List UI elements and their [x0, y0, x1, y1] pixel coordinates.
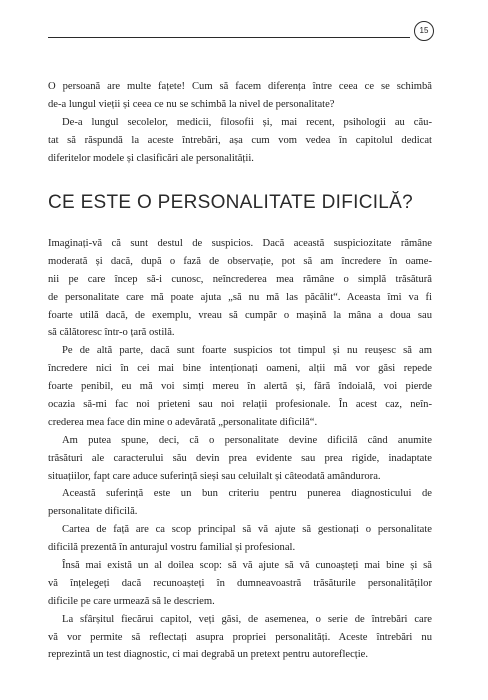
text-line: vă vor permite să reflectați asupra propriei personalități. Aceste întrebări nu — [48, 631, 432, 643]
text-line: O persoană are multe fațete! Cum să facem diferența între ceea ce se schimbă — [48, 81, 432, 92]
text-line: nii pe care încep să-i cunosc, neîncrederea mea rămâne o simplă trăsătură — [48, 273, 432, 285]
paragraph — [48, 235, 432, 342]
section-heading: CE ESTE O PERSONALITATE DIFICILĂ? — [48, 192, 413, 213]
text-line: dificilă prezentă în anturajul vostru familial și profesional. — [48, 542, 296, 554]
text-line: personalitate dificilă. — [48, 506, 138, 518]
text-line: trăsături ale caracterului său devin prea evidente sau prea rigide, inadaptate — [48, 452, 432, 464]
text-line: dificile pe care urmează să le descriem. — [48, 595, 215, 607]
text-line: crederea mea face din mine o adevărată „personalitate dificilă“. — [48, 416, 318, 428]
paragraph — [48, 432, 432, 486]
text-line: reprezintă un test diagnostic, ci mai degrabă un pretext pentru autoreflecție. — [48, 649, 369, 661]
text-line: situațiilor, fapt care aduce suferință sieși sau celuilalt și câteodată amândurora. — [48, 470, 381, 482]
text-line: Imaginați-vă că sunt destul de suspicios. Dacă această suspiciozitate rămâne — [48, 238, 432, 249]
body-text — [48, 235, 432, 664]
text-line: de-a lungul vieții și ceea ce nu se schimbă la nivel de personalitate? — [48, 98, 335, 110]
text-line: Cartea de față are ca scop principal să vă ajute să gestionați o personalitate — [62, 524, 432, 536]
paragraph — [48, 78, 432, 114]
text-line: de personalitate care mă poate ajuta „să nu mă las păcălit“. Aceasta îmi va fi — [48, 291, 432, 303]
text-line: Pe de altă parte, dacă sunt foarte suspicios tot timpul și nu reușesc să am — [62, 345, 432, 357]
text-line: ocazia să-mi fac noi prieteni sau noi relații profesionale. În acest caz, neîn- — [48, 399, 432, 411]
text-line: Am putea spune, deci, că o personalitate devine dificilă când anumite — [62, 434, 432, 446]
header-rule — [48, 37, 410, 38]
text-line: diferitelor modele și clasificări ale personalității. — [48, 152, 254, 164]
text-line: foarte utilă dacă, de exemplu, vreau să cumpăr o mașină la mâna a doua sau — [48, 309, 432, 321]
paragraph — [48, 485, 432, 521]
page-number: 15 — [414, 21, 434, 41]
text-line: La sfârșitul fiecărui capitol, veți găsi, de asemenea, o serie de întrebări care — [62, 613, 432, 625]
text-line: Însă mai există un al doilea scop: să vă ajute să vă cunoașteți mai bine și să — [62, 560, 432, 572]
intro-text — [48, 78, 432, 167]
paragraph — [48, 611, 432, 665]
text-line: vă înțelegeți dacă recunoașteți în dumneavoastră trăsăturile personalităților — [48, 577, 432, 589]
text-line: De-a lungul secolelor, medicii, filosofii și, mai recent, psihologii au cău- — [62, 116, 432, 128]
paragraph — [48, 521, 432, 557]
text-line: moderată și dacă, după o fază de observație, pot să am încredere în oame- — [48, 255, 432, 267]
paragraph — [48, 342, 432, 431]
paragraph — [48, 114, 432, 168]
text-line: foarte penibil, eu mă voi simți mereu în alertă și, fără îndoială, voi pierde — [48, 381, 432, 393]
paragraph — [48, 557, 432, 611]
text-line: Această suferință este un bun criteriu pentru punerea diagnosticului de — [62, 488, 432, 500]
text-line: încredere nici în cei mai bine intenționați oameni, alții mă vor găsi repede — [48, 363, 432, 375]
text-line: să călătoresc într-o țară ostilă. — [48, 327, 175, 339]
text-line: tat să răspundă la aceste întrebări, așa cum vom vedea în capitolul dedicat — [48, 134, 432, 146]
